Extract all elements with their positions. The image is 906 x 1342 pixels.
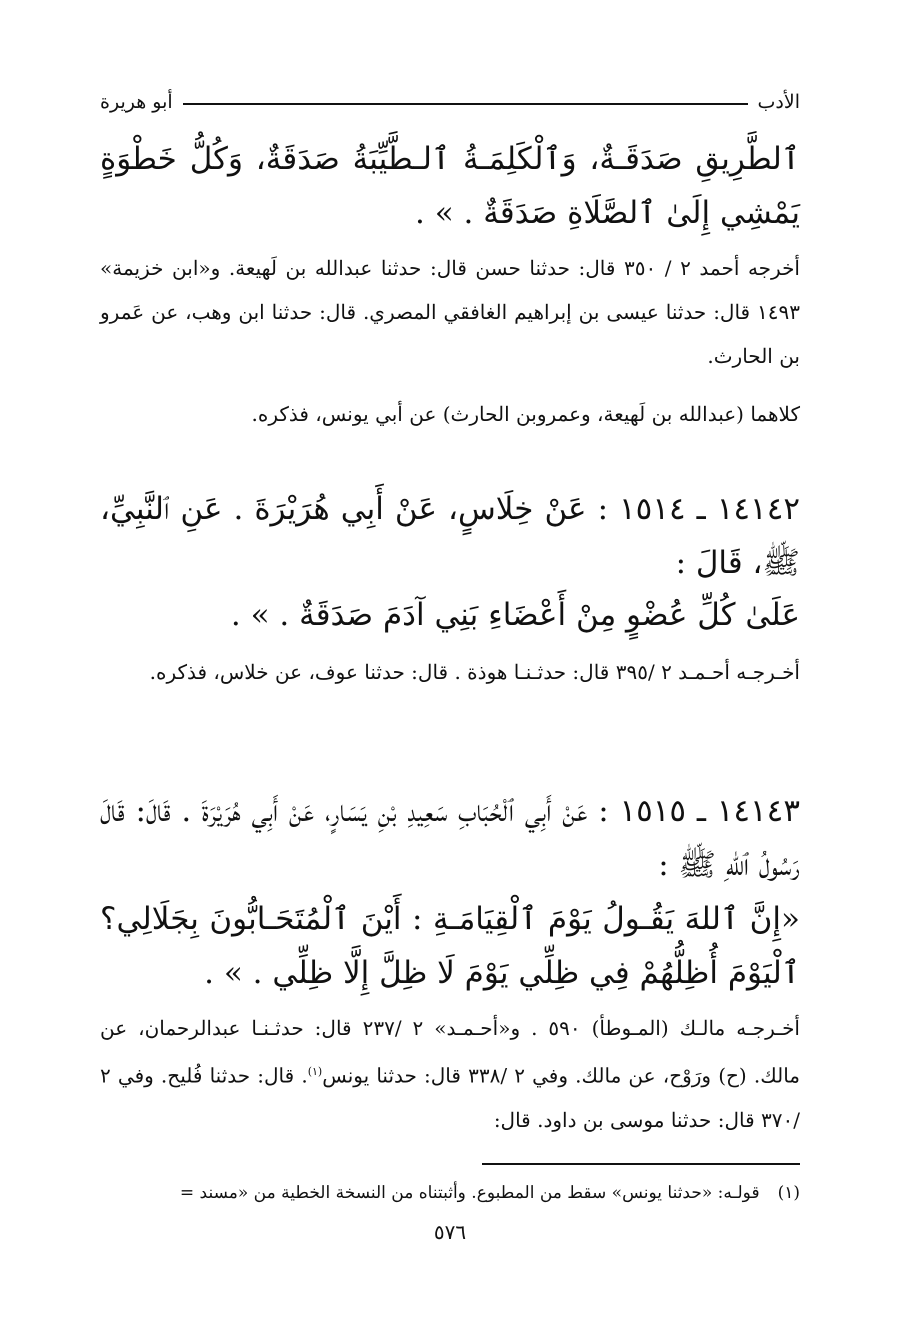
footnote — [100, 1178, 800, 1208]
page-number: ٥٧٦ — [433, 1220, 467, 1244]
hadith-text-3: «إِنَّ ٱللهَ يَقُـولُ يَوْمَ ٱلْقِيَامَـةِ : أَيْنَ ٱلْمُتَحَـابُّونَ بِجَلَالِي؟ ٱلْيَوْمَ أُظِلُّهُمْ فِي ظِلِّي يَوْمَ لَا ظِلَّ إِلَّا ظِلِّي . » . — [100, 901, 800, 991]
hadith-text-2: عَلَىٰ كُلِّ عُضْوٍ مِنْ أَعْضَاءِ بَنِي آدَمَ صَدَقَةٌ . » . — [230, 597, 800, 633]
running-head-narrator: أبو هريرة — [100, 91, 173, 113]
hadith-text-1: ٱلطَّرِيقِ صَدَقَـةٌ، وَٱلْكَلِمَـةُ ٱلـطَّيِّبَةُ صَدَقَةٌ، وَكُلُّ خَطْوَةٍ يَمْشِي إِلَىٰ ٱلصَّلَاةِ صَدَقَةٌ . » . — [100, 141, 800, 231]
takhrij-4-text: أخـرجـه مالـك (المـوطأ) ٥٩٠ . و«أحـمـد» ٢ /٢٣٧ قال: حدثـنـا عبدالرحمان، عن مالك. (ح) ورَوْح، عن مالك. وفي ٢ /٣٣٨ قال: حدثنا يونس — [100, 1016, 800, 1088]
hadith-heading-14143: ١٤١٤٣ ـ ١٥١٥ : عَنْ أَبِي ٱلْحُبَابِ سَعِيدِ بْنِ يَسَارٍ، عَنْ أَبِي هُرَيْرَةَ . قَالَ: قَالَ رَسُولُ ٱللهِ ﷺ : — [100, 793, 800, 883]
footnote-separator — [482, 1163, 800, 1165]
takhrij-3: أخـرجـه أحـمـد ٢ /٣٩٥ قال: حدثـنـا هوذة . قال: حدثنا عوف، عن خلاس، فذكره. — [149, 660, 800, 684]
footnote-reference[interactable]: (١) — [307, 1065, 323, 1078]
takhrij-2: كلاهما (عبدالله بن لَهيعة، وعمروبن الحارث) عن أبي يونس، فذكره. — [251, 402, 800, 426]
running-head-section: الأدب — [757, 91, 800, 113]
running-head — [100, 90, 800, 114]
running-head-rule — [183, 103, 748, 105]
document-page — [100, 80, 800, 1280]
footnote-text: قولـه: «حدثنا يونس» سقط من المطبوع. وأثبتناه من النسخة الخطية من «مسند = — [179, 1183, 760, 1203]
takhrij-4 — [100, 1006, 800, 1142]
footnote-number: (١) — [777, 1183, 800, 1203]
hadith-heading-14142: ١٤١٤٢ ـ ١٥١٤ : عَنْ خِلَاسٍ، عَنْ أَبِي هُرَيْرَةَ . عَنِ ٱلنَّبِيِّ، ﷺ، قَالَ : — [100, 491, 801, 581]
takhrij-1: أخرجه أحمد ٢ / ٣٥٠ قال: حدثنا حسن قال: حدثنا عبدالله بن لَهيعة. و«ابن خزيمة» ١٤٩٣ قال: حدثنا عيسى بن إبراهيم الغافقي المصري. قال: حدثنا ابن وهب، عن عَمرو بن الحارث. — [100, 256, 800, 368]
takhrij-4-text-after: . قال: حدثنا فُليح. وفي ٢ /٣٧٠ قال: حدثنا موسى بن داود. قال: — [100, 1063, 800, 1132]
